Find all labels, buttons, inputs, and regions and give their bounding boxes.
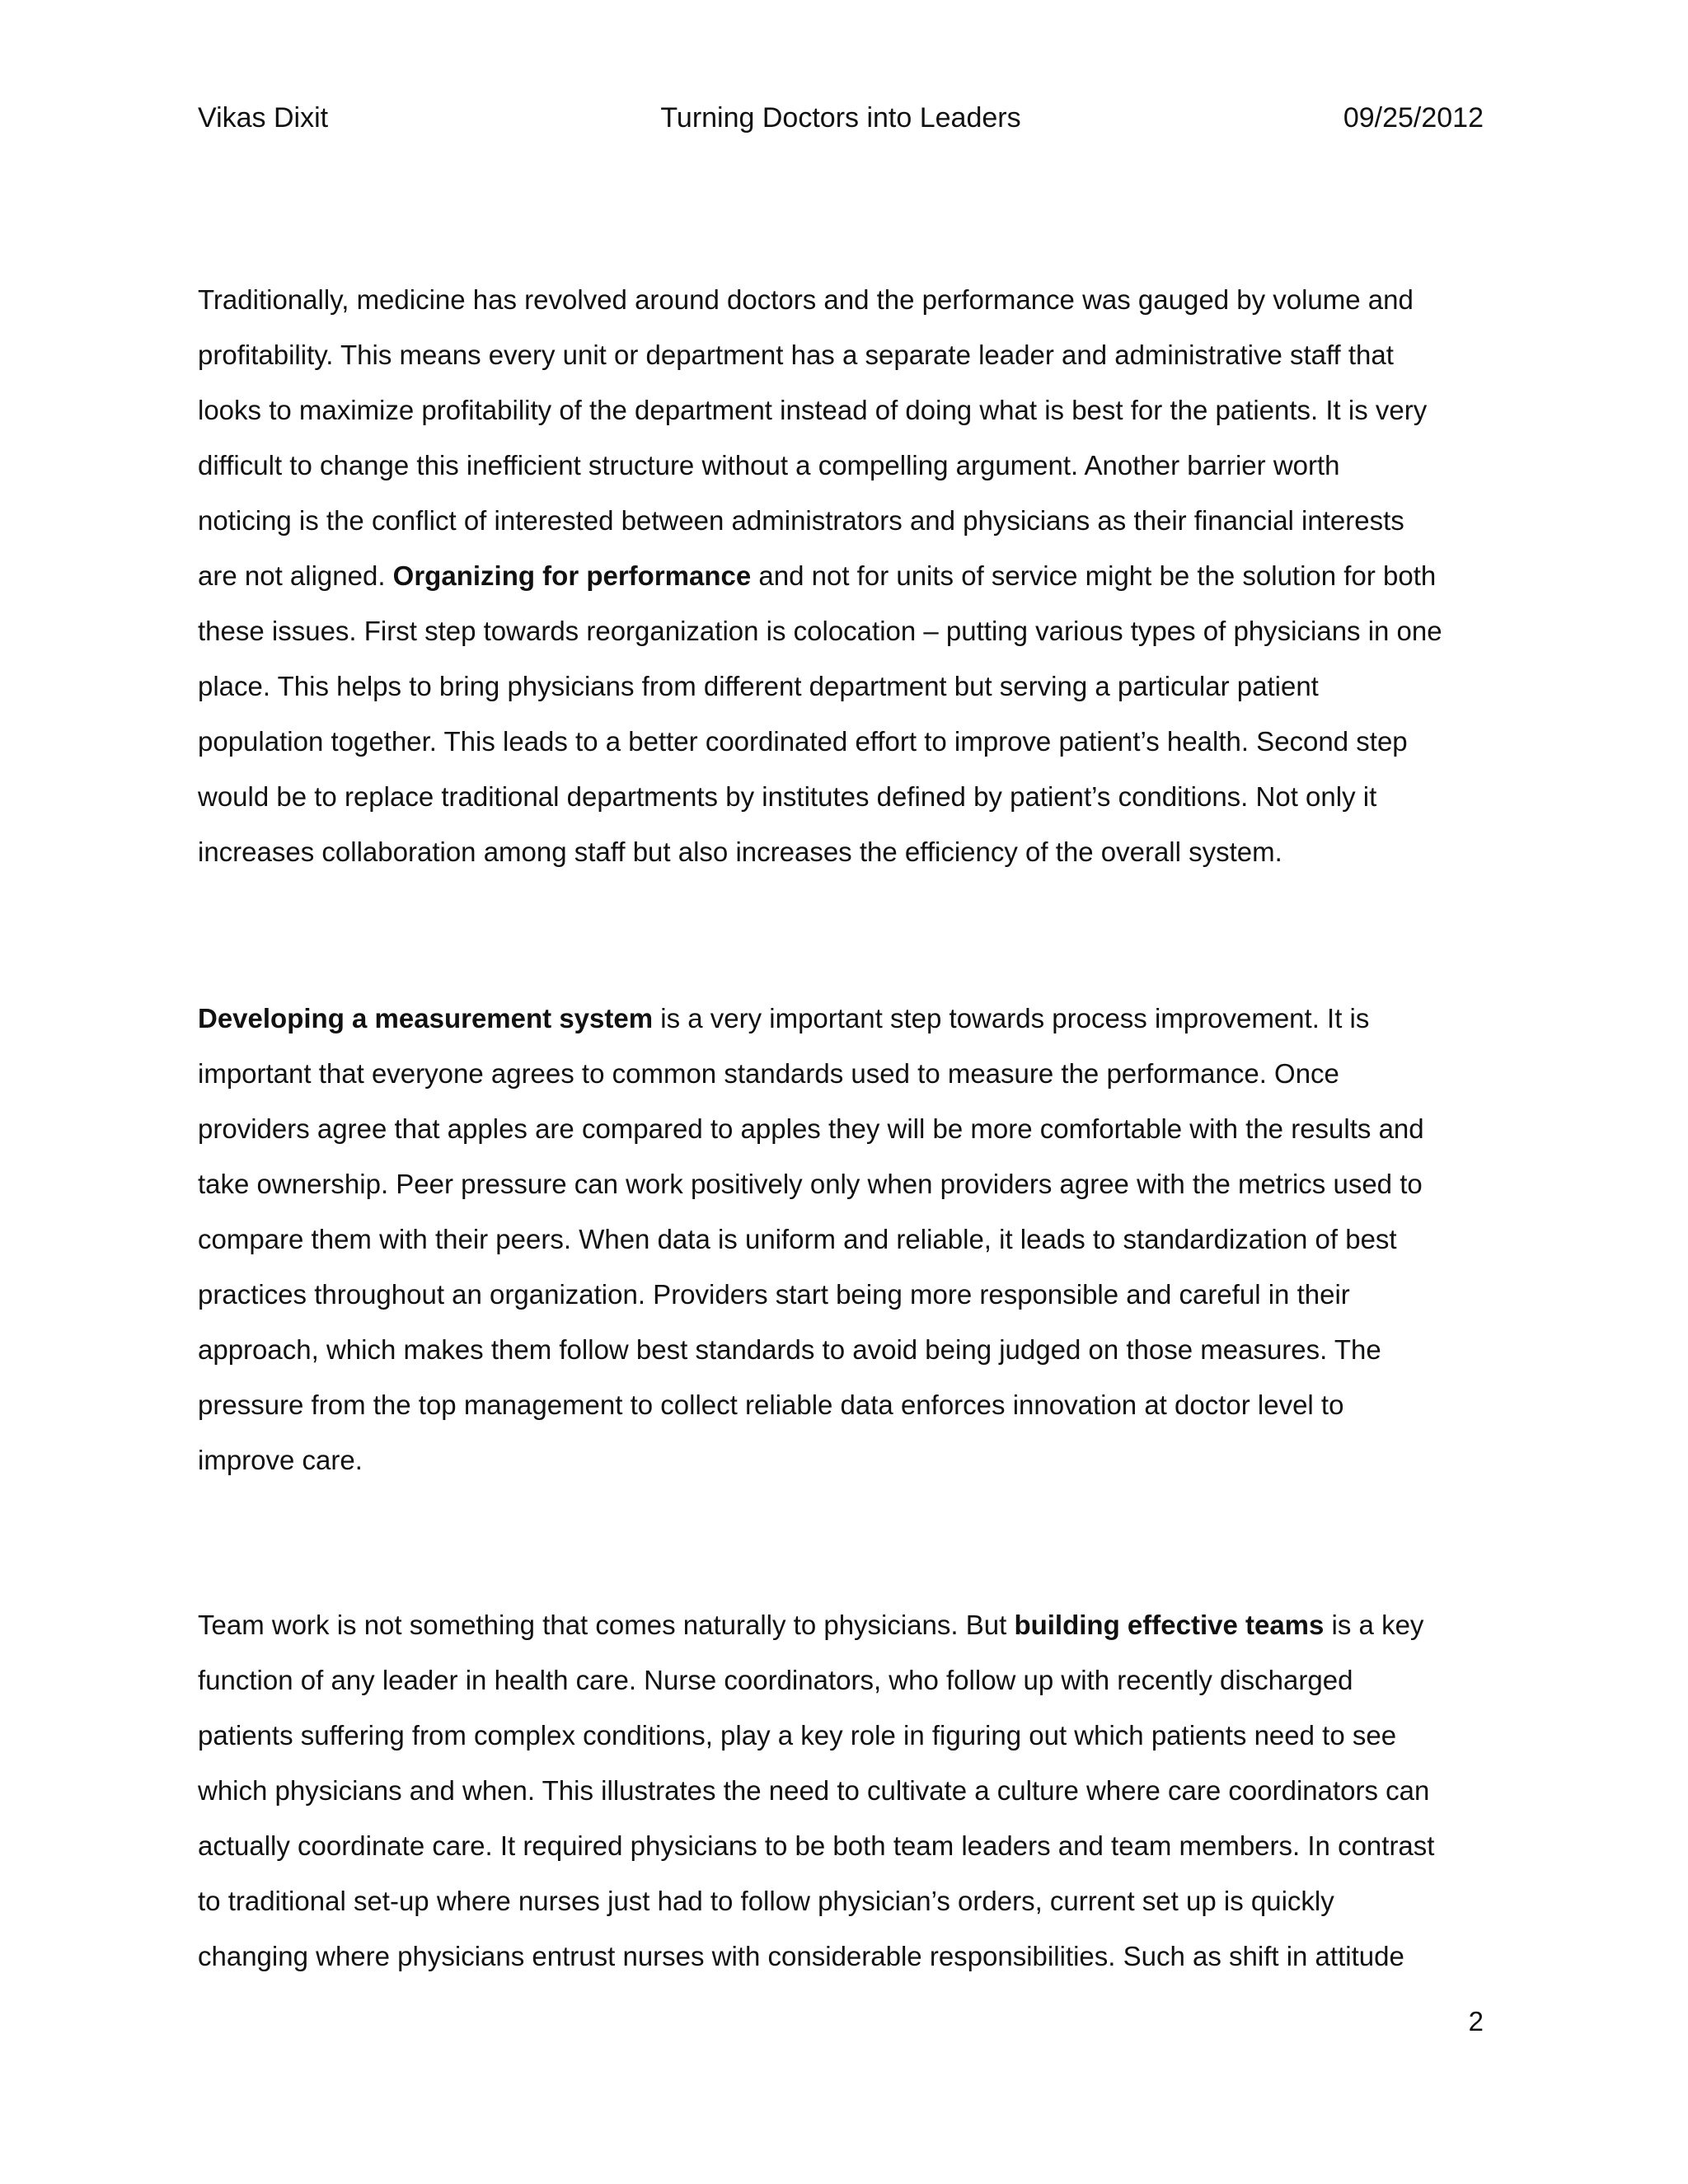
paragraph-line: profitability. This means every unit or department has a separate leader and administrative staff that: [198, 340, 1394, 370]
paragraph-line: place. This helps to bring physicians from different department but serving a particular patient: [198, 671, 1319, 701]
paragraph-line: important that everyone agrees to common standards used to measure the performance. Once: [198, 1058, 1339, 1089]
page-header: [198, 97, 1484, 138]
header-author: Vikas Dixit: [198, 102, 329, 134]
paragraph-line: actually coordinate care. It required physicians to be both team leaders and team members. In contrast: [198, 1830, 1435, 1861]
paragraph-line: practices throughout an organization. Providers start being more responsible and careful in their: [198, 1279, 1350, 1310]
text-run: are not aligned.: [198, 560, 393, 591]
paragraph-line: patients suffering from complex conditions, play a key role in figuring out which patients need to see: [198, 1720, 1397, 1750]
paragraph-line: which physicians and when. This illustrates the need to cultivate a culture where care coordinators can: [198, 1775, 1430, 1806]
paragraph-line: pressure from the top management to collect reliable data enforces innovation at doctor level to: [198, 1390, 1344, 1420]
bold-phrase-teams: building effective teams: [1014, 1610, 1325, 1640]
paragraph-measurement: [198, 991, 1485, 1488]
paragraph-line: compare them with their peers. When data is uniform and reliable, it leads to standardization of best: [198, 1224, 1397, 1254]
header-date: 09/25/2012: [1343, 102, 1484, 134]
bold-phrase-measurement: Developing a measurement system: [198, 1003, 654, 1033]
paragraph-teams: [198, 1597, 1485, 1984]
paragraph-line: these issues. First step towards reorganization is colocation – putting various types of physicians in one: [198, 616, 1442, 646]
text-run: and not for units of service might be the solution for both: [751, 560, 1437, 591]
paragraph-line: function of any leader in health care. Nurse coordinators, who follow up with recently discharged: [198, 1665, 1353, 1695]
paragraph-line: Traditionally, medicine has revolved around doctors and the performance was gauged by volume and: [198, 284, 1414, 315]
paragraph-line-mixed: [198, 1597, 1485, 1652]
text-run: is a key: [1324, 1610, 1424, 1640]
paragraph-line: approach, which makes them follow best standards to avoid being judged on those measures. The: [198, 1334, 1381, 1365]
paragraph-line: difficult to change this inefficient structure without a compelling argument. Another barrier worth: [198, 450, 1340, 480]
page-number: 2: [1468, 2006, 1484, 2036]
paragraph-line: changing where physicians entrust nurses with considerable responsibilities. Such as shift in attitude: [198, 1941, 1404, 1971]
paragraph-line: would be to replace traditional departments by institutes defined by patient’s conditions. Not only it: [198, 781, 1377, 812]
paragraph-line: population together. This leads to a better coordinated effort to improve patient’s health. Second step: [198, 726, 1408, 757]
paragraph-line: take ownership. Peer pressure can work positively only when providers agree with the metrics used to: [198, 1169, 1423, 1199]
paragraph-line-mixed: [198, 991, 1485, 1046]
paragraph-line: noticing is the conflict of interested between administrators and physicians as their financial interests: [198, 505, 1404, 536]
paragraph-line: increases collaboration among staff but also increases the efficiency of the overall system.: [198, 837, 1282, 867]
text-run: Team work is not something that comes naturally to physicians. But: [198, 1610, 1015, 1640]
bold-phrase-organizing: Organizing for performance: [392, 560, 752, 591]
paragraph-line: improve care.: [198, 1445, 363, 1475]
header-title: Turning Doctors into Leaders: [660, 102, 1021, 134]
paragraph-line: looks to maximize profitability of the department instead of doing what is best for the patients. It is very: [198, 395, 1428, 425]
paragraph-line-mixed: [198, 548, 1485, 603]
paragraph-line: providers agree that apples are compared to apples they will be more comfortable with the results and: [198, 1113, 1424, 1144]
text-run: is a very important step towards process improvement. It is: [653, 1003, 1370, 1033]
paragraph-line: to traditional set-up where nurses just had to follow physician’s orders, current set up is quickly: [198, 1886, 1334, 1916]
paragraph-organizing: [198, 272, 1485, 879]
